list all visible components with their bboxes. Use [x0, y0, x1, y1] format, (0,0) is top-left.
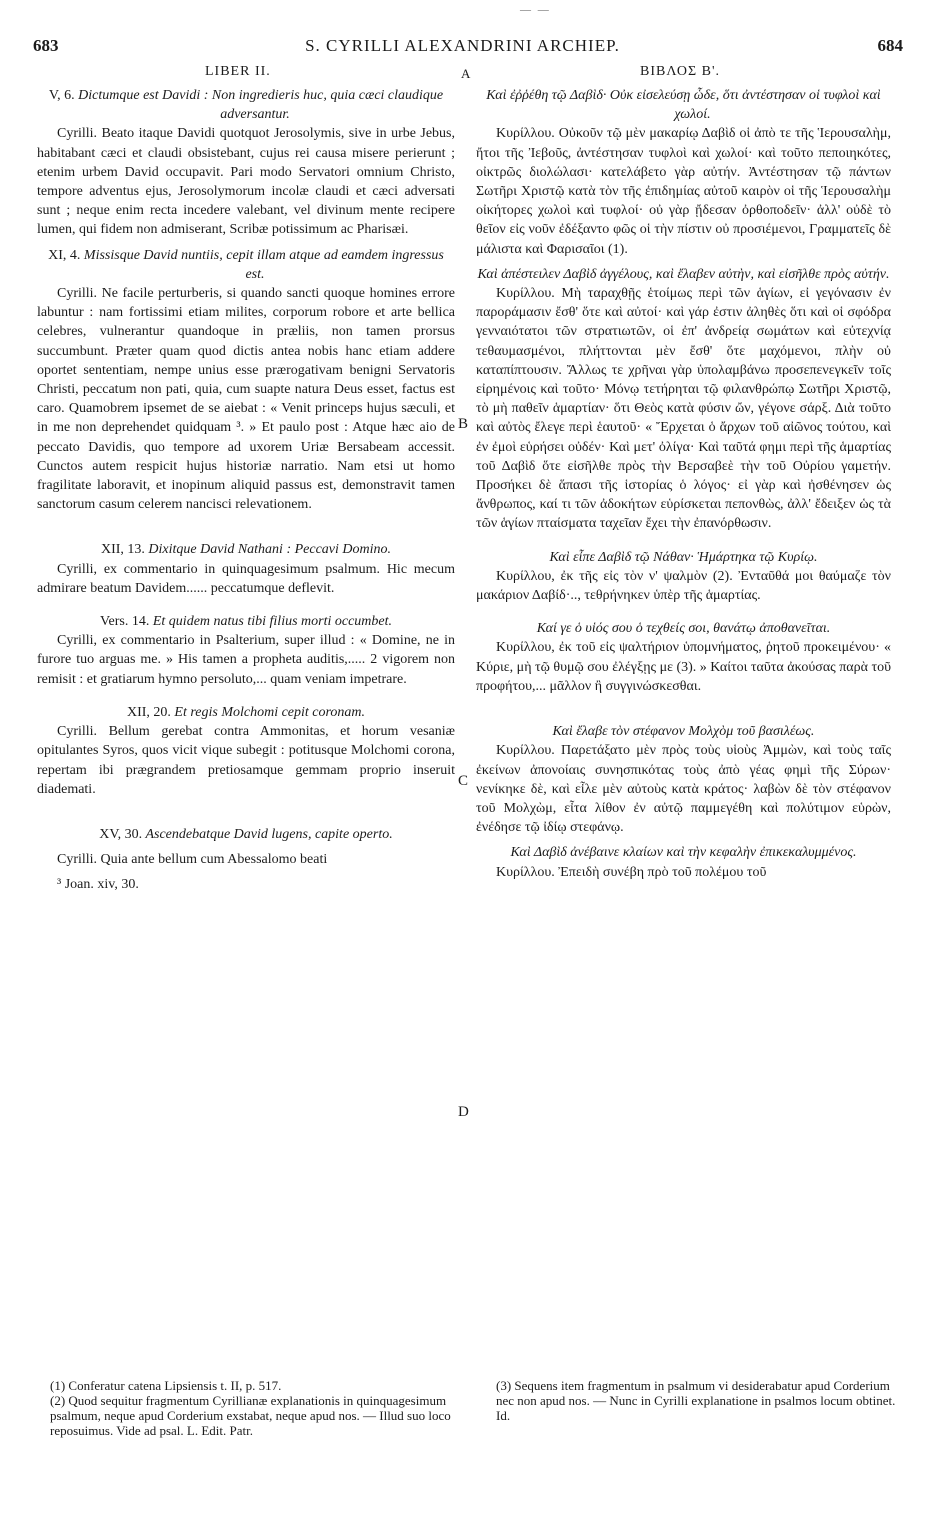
greek-column: [476, 86, 891, 882]
greek-lemma: Καὶ Δαβὶδ ἀνέβαινε κλαίων καὶ τὴν κεφαλὴν ἐπικεκαλυμμένος.: [510, 845, 857, 861]
running-header: [0, 36, 925, 56]
latin-lemma: [37, 246, 455, 284]
latin-paragraph: Cyrilli, ex commentario in Psalterium, super illud : « Domine, ne in furore tuo arguas me. » His tamen a propheta auditis,..... 2 vigorem non remisit : et gratiarum hymno persoluto,... quam veniam impetrare.: [37, 633, 455, 687]
lemma-ref: XV, 30.: [99, 826, 143, 842]
greek-paragraph: Κυρίλλου. Οὐκοῦν τῷ μὲν μακαρίῳ Δαβὶδ οἱ ἀπὸ τε τῆς Ἱερουσαλὴμ, ἤτοι τῆς Ἰεβοῦς, ἀντέστησαν τυφλοὶ καὶ χωλοί· καὶ τοῦτο πεποιηκότες, οἰκτρῶς διολώλασι· κατελάβετο γὰρ αὐτήν. Ἀντέστησαν τῷ πάντων Σωτῆρι Χριστῷ κατὰ τὸν τῆς ἐπιδημίας αὐτοῦ καιρὸν οἱ τῆς Ἱερουσαλὴμ οἰκήτορες χωλοὶ καὶ τυφλοί· οὐ γὰρ ᾔδεσαν ὀρθοποδεῖν· ἀλλ' οὐδὲ τὸ θεῖον εἰς νοῦν ἐδέξαντο φῶς οἱ τὴν πίστιν οὐ προσιέμενοι, Γραμματεῖς δὲ μάλιστα καὶ Φαρισαῖοι (1).: [476, 126, 891, 257]
lemma-text: Et regis Molchomi cepit coronam.: [174, 704, 366, 720]
margin-letter-c: C: [458, 773, 469, 789]
lemma-ref: XI, 4.: [48, 247, 81, 263]
lemma-text: Dixitque David Nathani : Peccavi Domino.: [148, 542, 392, 558]
latin-paragraph: Cyrilli. Quia ante bellum cum Abessalomo beati: [57, 852, 328, 868]
latin-paragraph: Cyrilli. Bellum gerebat contra Ammonitas, et horum vesaniæ opitulantes Syros, quos vicit vique subegit : potitusque Molchomi corona, repertam ibi prægrandem pretiosamque gemmam proprio inseruit diademati.: [37, 724, 455, 797]
footnote: (2) Quod sequitur fragmentum Cyrillianæ explanationis in quinquagesimum psalmum, neque apud Corderium exstabat, neque apud nos. — Illud suo loco reposuimus. Vide ad psal. L. Edit. Patr.: [50, 1393, 451, 1438]
latin-citation-note: ³ Joan. xiv, 30.: [57, 877, 139, 893]
latin-paragraph: Cyrilli. Ne facile perturberis, si quando sancti quoque homines errore labuntur : nam fortissimi etiam milites, corporum robore et arte bellica celebres, vulnerantur quandoque in præliis, non tamen prorsus succumbunt. Præter quam quod dictis antea nobis hanc etiam addere oportet sententiam, nempe unius esse prærogativam benigni Servatoris Christi, peccatum non pati, quia, cum suapte natura Deus esset, factus est caro. Quamobrem ipsemet de se aiebat : « Venit princeps hujus sæculi, et in me non deprehendet quidquam ³. » Et paulo post : Atque hæc aio de peccato Davidis, quo tempore ad uxorem Uriæ Bersabeam accessit. Cunctos autem respicit hujus historiæ narratio. Nam etsi ut homo fragilitate laboravit, et inopinum aliquid passus est, demonstravit tamen sanctorum casum celerem nancisci relevationem.: [37, 286, 455, 513]
lemma-text: Ascendebatque David lugens, capite operto.: [145, 826, 393, 842]
greek-lemma: Καὶ ἔλαβε τὸν στέφανον Μολχὸμ τοῦ βασιλέως.: [552, 724, 815, 740]
latin-lemma: [37, 86, 455, 124]
lemma-text: Et quidem natus tibi filius morti occumbet.: [152, 614, 393, 630]
latin-lemma: [37, 612, 455, 631]
latin-column: [37, 86, 455, 895]
greek-paragraph: Κυρίλλου, ἐκ τῆς εἰς τὸν ν' ψαλμὸν (2). Ἐνταῦθά μοι θαύμαζε τὸν μακάριον Δαβίδ·.., τεθρήνηκεν ὑπὲρ τῆς ἁμαρτίας.: [476, 568, 891, 604]
lemma-ref: XII, 13.: [100, 542, 145, 558]
latin-book-title: LIBER II.: [205, 64, 271, 79]
footnote: (3) Sequens item fragmentum in psalmum vi desiderabatur apud Corderium nec non apud nos. — Nunc in Cyrilli explanatione in psalmos locum obtinet. Id.: [496, 1378, 896, 1423]
greek-book-title: ΒΙΒΛΟΣ Β'.: [640, 64, 721, 79]
greek-paragraph: Κυρίλλου. Παρετάξατο μὲν πρὸς τοὺς υἱοὺς Ἀμμὼν, καὶ τοὺς ταῖς ἐκείνων ἀπονοίαις συνησπικότας τοὺς ἀπὸ γέας φημὶ τῆς Σύρων· νενίκηκε δὲ, καὶ εἷλε μὲν αὐτοὺς κατὰ κράτος· λαβὼν δὲ τὸν στέφανον τοῦ Μολχὼμ, εἶτα λίθον ἐν αὐτῷ παμμεγέθη καὶ πολύτιμον εὑρὼν, ἐνέδησε τῷ ἰδίῳ στεφάνῳ.: [476, 743, 891, 836]
latin-lemma: [37, 703, 455, 722]
lemma-text: Missisque David nuntiis, cepit illam atque ad eamdem ingressus est.: [83, 247, 444, 282]
latin-paragraph: Cyrilli. Beato itaque Davidi quotquot Jerosolymis, sive in urbe Jebus, habitabant cæci et claudi obsistebant, cujus rei causa misere perierunt ; etenim urbem David occupavit. Pari modo Servatori omnium Christo, tempore adventus ejus, Jerosolymorum incolæ claudi et cæci adversati sunt ; neque enim recta incedere valebant, vel divinum mente recipere lumen, qui fidem non admiserant, Scribæ potissimum ac Pharisæi.: [37, 126, 455, 238]
top-mark: — —: [520, 4, 551, 16]
greek-lemma: Καὶ εἶπε Δαβὶδ τῷ Νάθαν· Ἡμάρτηκα τῷ Κυρίῳ.: [549, 549, 818, 565]
lemma-ref: Vers. 14.: [99, 614, 150, 630]
greek-paragraph: Κυρίλλου, ἐκ τοῦ εἰς ψαλτήριον ὑπομνήματος, ῥητοῦ προκειμένου· « Κύριε, μὴ τῷ θυμῷ σου ἐλέγξῃς με (3). » Καίτοι ταῦτα ἀκούσας παρὰ τοῦ προφήτου,... μᾶλλον ἢ συγγινώσκεσθαι.: [476, 640, 891, 694]
margin-letter-d: D: [458, 1104, 469, 1120]
latin-lemma: [37, 825, 455, 844]
margin-letter-a: A: [461, 66, 471, 81]
lemma-text: Dictumque est Davidi : Non ingredieris huc, quia cæci claudique adversantur.: [78, 88, 444, 123]
page-number-left: 683: [33, 36, 59, 55]
lemma-ref: XII, 20.: [126, 704, 171, 720]
greek-paragraph: Κυρίλλου. Ἐπειδὴ συνέβη πρὸ τοῦ πολέμου τοῦ: [496, 864, 767, 880]
footnotes-right: [496, 1378, 896, 1423]
greek-lemma: Καί γε ὁ υἱός σου ὁ τεχθείς σοι, θανάτῳ ἀποθανεῖται.: [536, 621, 831, 637]
latin-lemma: [37, 540, 455, 559]
greek-lemma: Καὶ ἐῤῥέθη τῷ Δαβὶδ· Οὐκ εἰσελεύσῃ ὧδε, ὅτι ἀντέστησαν οἱ τυφλοὶ καὶ χωλοί.: [486, 88, 881, 123]
footnotes-left: [50, 1378, 455, 1438]
margin-letter-b: B: [458, 416, 469, 432]
book-subheader: [0, 64, 925, 82]
running-title: S. CYRILLI ALEXANDRINI ARCHIEP.: [305, 36, 620, 55]
footnote: (1) Conferatur catena Lipsiensis t. II, p. 517.: [50, 1378, 282, 1393]
greek-paragraph: Κυρίλλου. Μὴ ταραχθῇς ἑτοίμως περὶ τῶν ἁγίων, εἰ γεγόνασιν ἐν παροράμασιν ἔσθ' ὅτε καὶ αὐτοί· καὶ γάρ ἐστιν ἀληθὲς ὅτι καὶ οἱ σφόδρα γενναιότατοι τῶν στρατιωτῶν, οἱ ἐπ' ἀνδρείᾳ σωμάτων καὶ εὐτεχνίᾳ τεθαυμασμένοι, πλήττονται μὲν ἔσθ' ὅτε μαχόμενοι, πλὴν οὐ καταπίπτουσιν. Ἄλλως τε χρῆναι γὰρ ὑπολαμβάνω προσεπενεγκεῖν τοῖς εἰρημένοις καὶ τοῦτο· Μόνῳ τετήρηται τῷ φιλανθρώπῳ Σωτῆρι Χριστῷ, τὸ μὴ παθεῖν ἁμαρτίαν· ὅτι Θεὸς κατὰ φύσιν ὤν, γέγονε σάρξ. Διὰ τοῦτο καὶ αὐτὸς ἔλεγε περὶ ἑαυτοῦ· « Ἔρχεται ὁ ἄρχων τοῦ αἰῶνος τούτου, καὶ ἐν ἐμοὶ εὑρήσει οὐδέν· Καὶ μετ' ὀλίγα· Καὶ ταῦτά φημι περὶ τῆς ἁμαρτίας τοῦ Δαβὶδ ὅτε εἰσῆλθε πρὸς τὴν Βερσαβεὲ τὴν τοῦ Οὐρίου γαμετήν. Προσήκει δὲ ἅπασι τῆς ἱστορίας ὁ λόγος· εἰ γὰρ καὶ ἠσθένησεν ὡς ἄνθρωπος, καί τι τῶν ἀδοκήτων εὑρίσκεται πεπονθὼς, ἀλλ' ἔδειξεν ὡς τὰ τῶν ἁγίων πταίσματα ταχεῖαν ἔχει τὴν ἐπανόρθωσιν.: [476, 286, 891, 532]
page-number-right: 684: [877, 36, 903, 55]
lemma-ref: V, 6.: [48, 88, 75, 103]
greek-lemma: Καὶ ἀπέστειλεν Δαβὶδ ἀγγέλους, καὶ ἔλαβεν αὐτὴν, καὶ εἰσῆλθε πρὸς αὐτήν.: [477, 266, 890, 282]
latin-paragraph: Cyrilli, ex commentario in quinquagesimum psalmum. Hic mecum admirare beatum Davidem...... peccatumque deflevit.: [37, 561, 455, 596]
